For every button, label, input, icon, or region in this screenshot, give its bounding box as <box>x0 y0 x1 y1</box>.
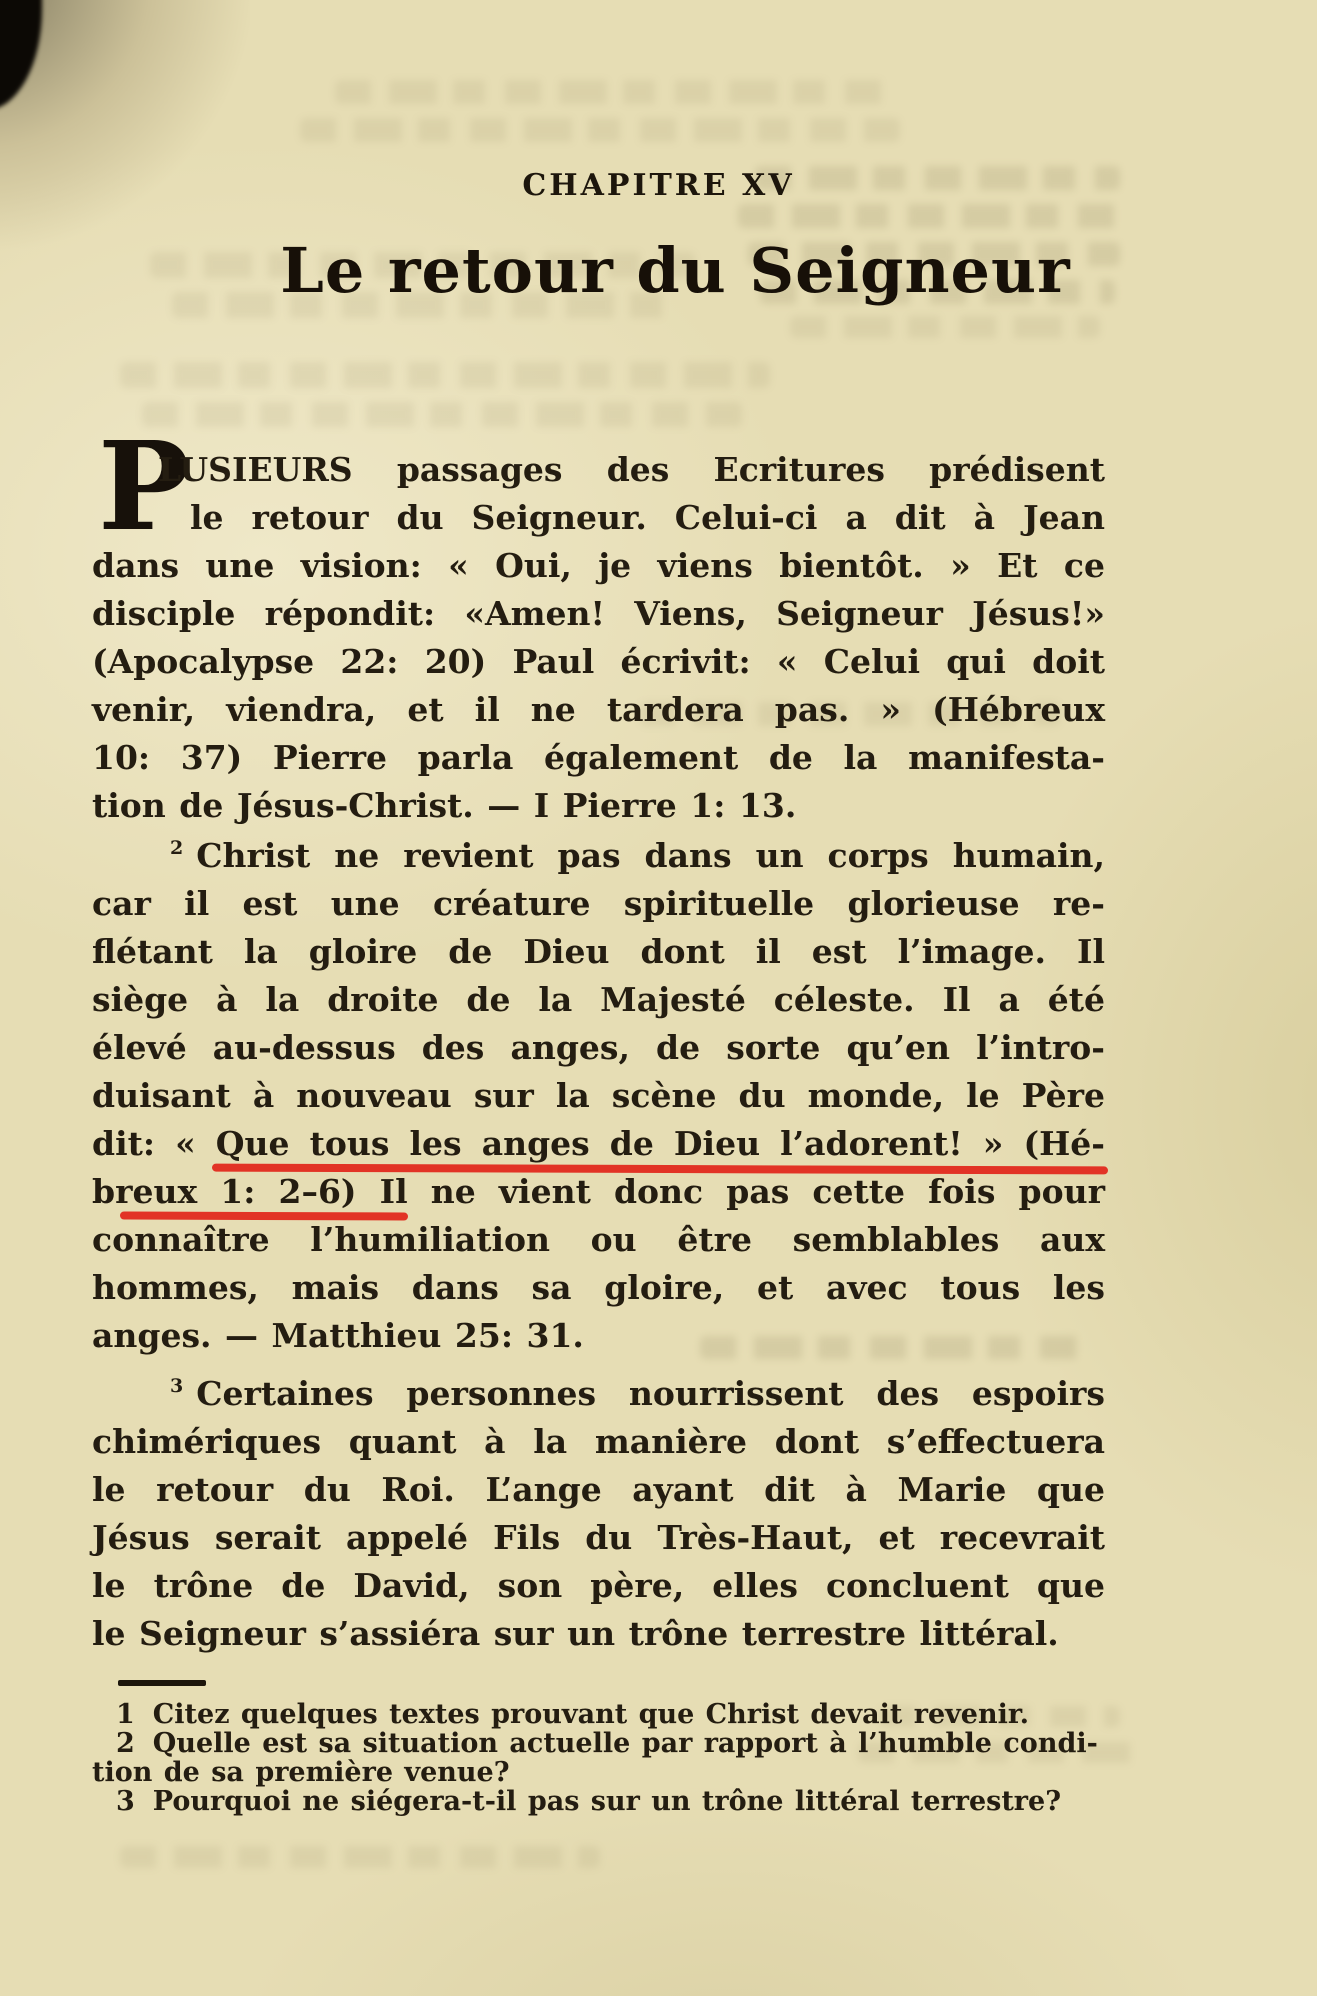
chapter-label: CHAPITRE XV <box>522 168 795 203</box>
page-title: Le retour du Seigneur <box>280 234 1071 307</box>
paragraph-1 <box>92 446 1105 830</box>
footnote-2-continuation: tion de sa première venue? <box>92 1757 510 1788</box>
bleedthrough-line <box>142 402 742 427</box>
dropcap-initial: P <box>98 414 190 558</box>
footnote-2 <box>92 1729 1105 1758</box>
footnotes <box>92 1700 1105 1816</box>
footnote-number: 3 <box>116 1786 135 1817</box>
footnote-number: 2 <box>116 1728 135 1759</box>
text-line <box>92 1370 1105 1418</box>
text-line: LUSIEURS passages des Ecritures prédisent <box>158 450 1105 489</box>
page-corner-dark-edge <box>0 0 42 110</box>
text-line: disciple répondit: «Amen! Viens, Seigneur Jésus!» <box>92 594 1105 633</box>
footnote-text: Citez quelques textes prouvant que Christ devait revenir. <box>152 1699 1030 1730</box>
text-line: anges. — Matthieu 25: 31. <box>92 1316 584 1355</box>
bleedthrough-line <box>738 204 1120 228</box>
footnote-ref-2: 2 <box>170 837 184 859</box>
footnote-1 <box>92 1700 1105 1729</box>
text-line: chimériques quant à la manière dont s’effectuera <box>92 1422 1105 1461</box>
text-line: tion de Jésus-Christ. — I Pierre 1: 13. <box>92 786 797 825</box>
footnote-text: Pourquoi ne siégera-t-il pas sur un trône littéral terrestre? <box>152 1786 1062 1817</box>
paragraph-3 <box>92 1370 1105 1658</box>
text-line: Jésus serait appelé Fils du Très-Haut, et recevrait <box>92 1518 1105 1557</box>
text-line: le retour du Seigneur. Celui-ci a dit à Jean <box>190 498 1105 537</box>
bleedthrough-line <box>120 1846 600 1868</box>
text-line: flétant la gloire de Dieu dont il est l’image. Il <box>92 932 1105 971</box>
text-line: élevé au-dessus des anges, de sorte qu’en l’intro- <box>92 1028 1105 1067</box>
text-line: duisant à nouveau sur la scène du monde, le Père <box>92 1076 1105 1115</box>
footnote-separator-rule <box>118 1680 206 1686</box>
text-line: car il est une créature spirituelle glorieuse re- <box>92 884 1105 923</box>
bleedthrough-line <box>790 316 1100 338</box>
text-line <box>92 832 1105 880</box>
paragraph-2 <box>92 832 1105 1360</box>
footnote-number: 1 <box>116 1699 135 1730</box>
bleedthrough-line <box>335 80 890 104</box>
text-line-content: Christ ne revient pas dans un corps humain, <box>196 836 1105 875</box>
text-line-content: Certaines personnes nourrissent des espoirs <box>196 1374 1105 1413</box>
text-line: dans une vision: « Oui, je viens bientôt. » Et ce <box>92 546 1105 585</box>
text-line-underlined: breux 1: 2–6) Il ne vient donc pas cette fois pour <box>92 1172 1105 1211</box>
footnote-ref-3: 3 <box>170 1375 184 1397</box>
footnote-3 <box>92 1787 1105 1816</box>
text-line: 10: 37) Pierre parla également de la manifesta- <box>92 738 1105 777</box>
text-line: hommes, mais dans sa gloire, et avec tous les <box>92 1268 1105 1307</box>
text-line: le trône de David, son père, elles concluent que <box>92 1566 1105 1605</box>
text-line: le retour du Roi. L’ange ayant dit à Marie que <box>92 1470 1105 1509</box>
text-line: venir, viendra, et il ne tardera pas. » (Hébreux <box>92 690 1105 729</box>
bleedthrough-line <box>120 362 770 388</box>
bleedthrough-line <box>300 118 900 142</box>
text-line: connaître l’humiliation ou être semblables aux <box>92 1220 1105 1259</box>
footnote-text: Quelle est sa situation actuelle par rapport à l’humble condi- <box>152 1728 1098 1759</box>
text-line: le Seigneur s’assiéra sur un trône terrestre littéral. <box>92 1614 1059 1653</box>
text-line: siège à la droite de la Majesté céleste. Il a été <box>92 980 1105 1019</box>
text-line-underlined: dit: « Que tous les anges de Dieu l’adorent! » (Hé- <box>92 1124 1105 1163</box>
text-line: (Apocalypse 22: 20) Paul écrivit: « Celui qui doit <box>92 642 1105 681</box>
red-underline-annotation <box>120 1211 408 1220</box>
